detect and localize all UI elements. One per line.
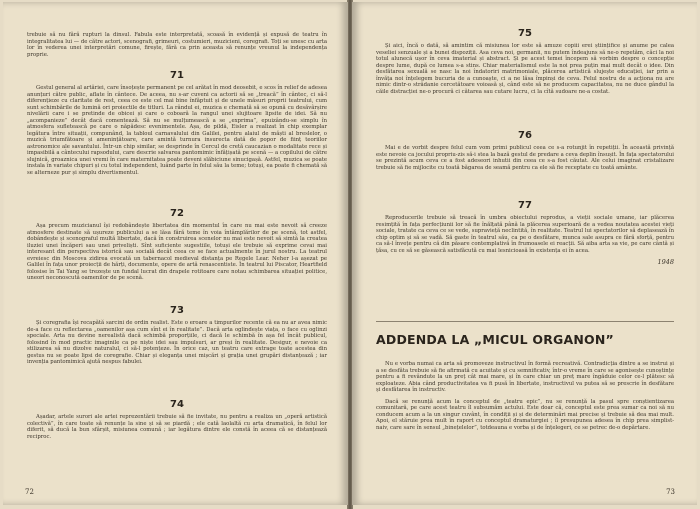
section-paragraph: Și aici, încă o dată, să amintim că misiunea lor este să amuze copiii erei științifice și anume pe calea veseliei senzuale și a bunei dispoziții. Asa ceva noi, germanii, nu putem îndeajuns să ne-o repetăm, căci la noi totul alunecă ușor în ceva imaterial și abstract. Și pe acest temei începem să vorbim despre o concepție despre lume, după ce lumea s-a stins. Chiar materialismul este la noi prea puțin mai mult decât o idee. Din desfătarea sexuală se nasc la noi îndatoriri matrimoniale, plăcerea artistică slujește educației, iar prin a învăța noi înțelegem bucuria de a cunoaște, ci a ne lăsa împinși de ceva. Felul nostru de a acționa nu are nimic dintr-o strădanie cercetătoare voioasă și, când este să ne producem capacitatea, nu ne duce gândul la căile distracției ne-o procură ci cătarea sau cutare lucru, ci la cîtă sudoare ne-a costat. [376,43,674,95]
section-77 [376,200,674,266]
left-page-column [27,32,327,58]
section-74 [27,399,327,440]
addenda-paragraph: Dacă se renunță acum la conceptul de „teatru epic”, nu se renunță la pasul spre conștientizarea comunitară, pe care acest teatru îl subsumăm actului. Este doar că, conceptul este prea sumar ca noi să nu conducem acum a la un singur cuvânt, în condiții și și de determinări mai precise și trebuie să dea mai mult. Apoi, el stăruie prea mult în raport cu conceptul dramaturgiei ; îl presupunea adesea în chip prea simplist-naiv, care sare în sensul „binețelelor”, totdeauna e vorba și de înțelegeri, ce se petrec de-o depărtare. [376,398,674,431]
section-number: 71 [170,70,184,81]
section-number: 73 [170,305,184,316]
section-paragraph: Și coregrafia își recapătă sarcini de ordin realist. Este o eroare a timpurilor recente că ea nu ar avea nimic de-a face cu reflectarea „oamenilor așa cum sînt ei în realitate”. Dacă arta oglindește viața, o face cu oglinzi speciale. Arta nu devine nerealistă dacă schimbă proporțiile, ci dacă le schimbă în așa fel încât publicul, folosind în mod practic imaginile ca pe niște idei sau impulsuri, ar greși în realitate. Desigur, e nevoie ca stilizarea să nu dizolve naturalul, ci să-l potențeze. În orice caz, un teatru care extrage toate acestea din gestus nu se poate lipsi de coregrafie. Chiar și eleganța unei mișcări și grația unei grupări distanțează ; iar invenția pantomimică ajută nespus fabulei. [27,320,327,365]
left-intro-paragraph: trebuie să nu fără rupturi la dinsul. Fabula este interpretată, scoasă în evidență și expusă de teatru în integralitatea lui — de către actori, scenografi, grimeuri, costumieri, muzicieni, coregrafi. Toți se unesc cu arta lor în vederea unei interpretări comune, firește, fără ca prin aceasta să renunțe vreunul la independența proprie. [27,32,327,58]
page-number: 73 [666,488,675,496]
section-number: 72 [170,208,184,219]
section-paragraph: Așadar, artele surori ale artei reprezentării trebuie să fie invitate, nu pentru a realiza un „operă artistică colectivă”, în care toate să renunțe la sine și să se piardă ; ele cată laolaltă cu arta dramatică, în felul lor diferit, să ducă la bun sfârșit, misiunea comună ; iar legătura dintre ele constă în aceea că se distanțează reciproc. [27,414,327,440]
section-paragraph: Reproducerile trebuie să treacă în umbra obiectului reprodus, a vieții sociale umane, iar plăcerea resimțită în fața perfecțiunii lor să fie înălțată până la plăcerea superioară de a vedea noutatea acestei vieți sociale, tratate ca ceva ce se vede, supravieță neclintită, în realitate. Teatrul lui spectatorilor să deplasează în chip optim și să se vadă. Să gaste în teatrul său, ca pe o desfătare, munca sale asupra ce fără sforță, pentru ca să-l învețe pentru că din păsare contemplativă în frumoasele ei reacții. Să aiba arta sa vie, pe care cântă și țăsa, cu ce să se găsească satisfăcută cu mai lesnicioasă în existența ei în acea. [376,215,674,254]
section-number: 74 [170,399,184,410]
section-73 [27,305,327,366]
addenda-paragraph: Nu e vorba numai ca arta să promoveze instructivul în formă recreativă. Contradicția dintre a se instrui și a se desfăta trebuie să fie afirmată cu acuitate și cu semnificativ, într-o vreme în care se agonisește cunoștințe pentru a fi revândute la un preț cât mai mare, și în care chiar un preț mare îngăduie celor ce-l plătesc să exploateze. Abia când productivitatea va fi pusă în libertate, instructivul va putea să se prescrie în desfătare și desfătarea în instructiv. [376,361,674,393]
section-paragraph: Așa precum muzicianul își redobândește libertatea din momentul în care nu mai este nevoit să creeze atmosfere destinate să ușureze publicului a se lăsa fără teme în voia întâmplărilor de pe scenă, tot astfel, dobândește și scenograful multă libertate, dacă în construirea scenelor nu mai este nevoit să simtă la createa iluziei unei încăperi sau unei priveliști. Sînt suficiente sugestiile, totuși ele trebuie să exprime cevai mai interesant din perspectiva istorică sau socială decât ceea ce se face actualmente în jurul nostru. La teatrul evreiesc din Moscova zidirea evocată un tabernacol medieval distanța pe Regele Lear. Neher l-a așezat pe Galilei în fața unor proiecții de hărți, documente, opere de artă renascentiste. În teatrul lui Piscator, Heartfield folosise în Tai Yang se trezește un fundal lucrat din drapele rotitoare care notau schimbarea situației politice, uneori neconoscută oamenilor de pe scenă. [27,223,327,281]
addenda-title: ADDENDA LA „MICUL ORGANON” [376,332,614,347]
section-76 [376,130,674,171]
left-page [3,2,348,505]
date-signature: 1948 [657,258,674,266]
section-75 [376,28,674,95]
section-number: 77 [518,200,532,211]
section-divider [376,321,674,322]
section-number: 76 [518,130,532,141]
section-71 [27,70,327,176]
section-paragraph: Gestul general al artăriei, care însoțește permanent pe cel arătat în mod deosebit, e scos în relief de adesea anunțuri către public, aflate în cântece. De aceea, nu s-ar cuveni ca actorii să se „treacă” în cântec, ci să-l diferențieze cu claritate de rest, ceea ce este cel mai bine înfăptuit și de unele măsuri proprii teatrului, cum sunt schimbările de lumină ori proiectile de titluri. La rândul ei, muzica e chemată să se opună cu desăvârșire nivelării care i se pretinde de obicei și care o coboară la rangul unei slujitoare lipsite de idei. Să nu „acompanieze” decât dacă comentează. Să nu se mulțumească a se „exprima”, epuizându-se simplu în atmosfera sufletească pe care o năpădesc evenimentele. Așa, de pildă, Eisler a realizat în chip exemplar legătura între situații, compunând, la tabloul carnavalului din Galilei, pentru alaiul de măști al breslelor, o muzică triumfătoare și amenințătoare, care amintă turnura insurecta dată de popor de ființ teoriilor astronomice ale savantului. Într-un chip similar, se desprinde în Cercul de cretă caucazian o modalitate rece și impasibilă a cântecului rapsodului, care descrie salvarea pantomimic înfățișată pe scenă — a copilului de către slujnică, groaznica unei vremi în care maternitatea poate deveni slăbiciune sinucigașă. Astfel, muzica se poate instala în variate chipuri și cu totul independent, luând parte în felul său la teme; totuși, ea poate fi chemată să se alterneze pur și simplu divertismentul. [27,85,327,176]
section-paragraph: Mai e de vorbit despre felul cum vom primi publicul ceea ce s-a rotunjit în repetiții. În această privință este nevoie ca jocului propriu-zis să-i stea la bază gestul de predare a ceva deplin însușit. În fața spectatorului se prezintă acum ceva ce a fost adeseori inhutii din ceea ce s-a fost căutat. Ale celui imaginat cristalizare trebuie să fie mijlocite cu toată băgarea de seamă pentru ca ele să fie receptate cu toată amânte. [376,145,674,171]
right-page [352,2,697,505]
section-number: 75 [518,28,532,39]
addenda-section [376,332,674,431]
page-number: 72 [25,488,34,496]
section-72 [27,208,327,282]
